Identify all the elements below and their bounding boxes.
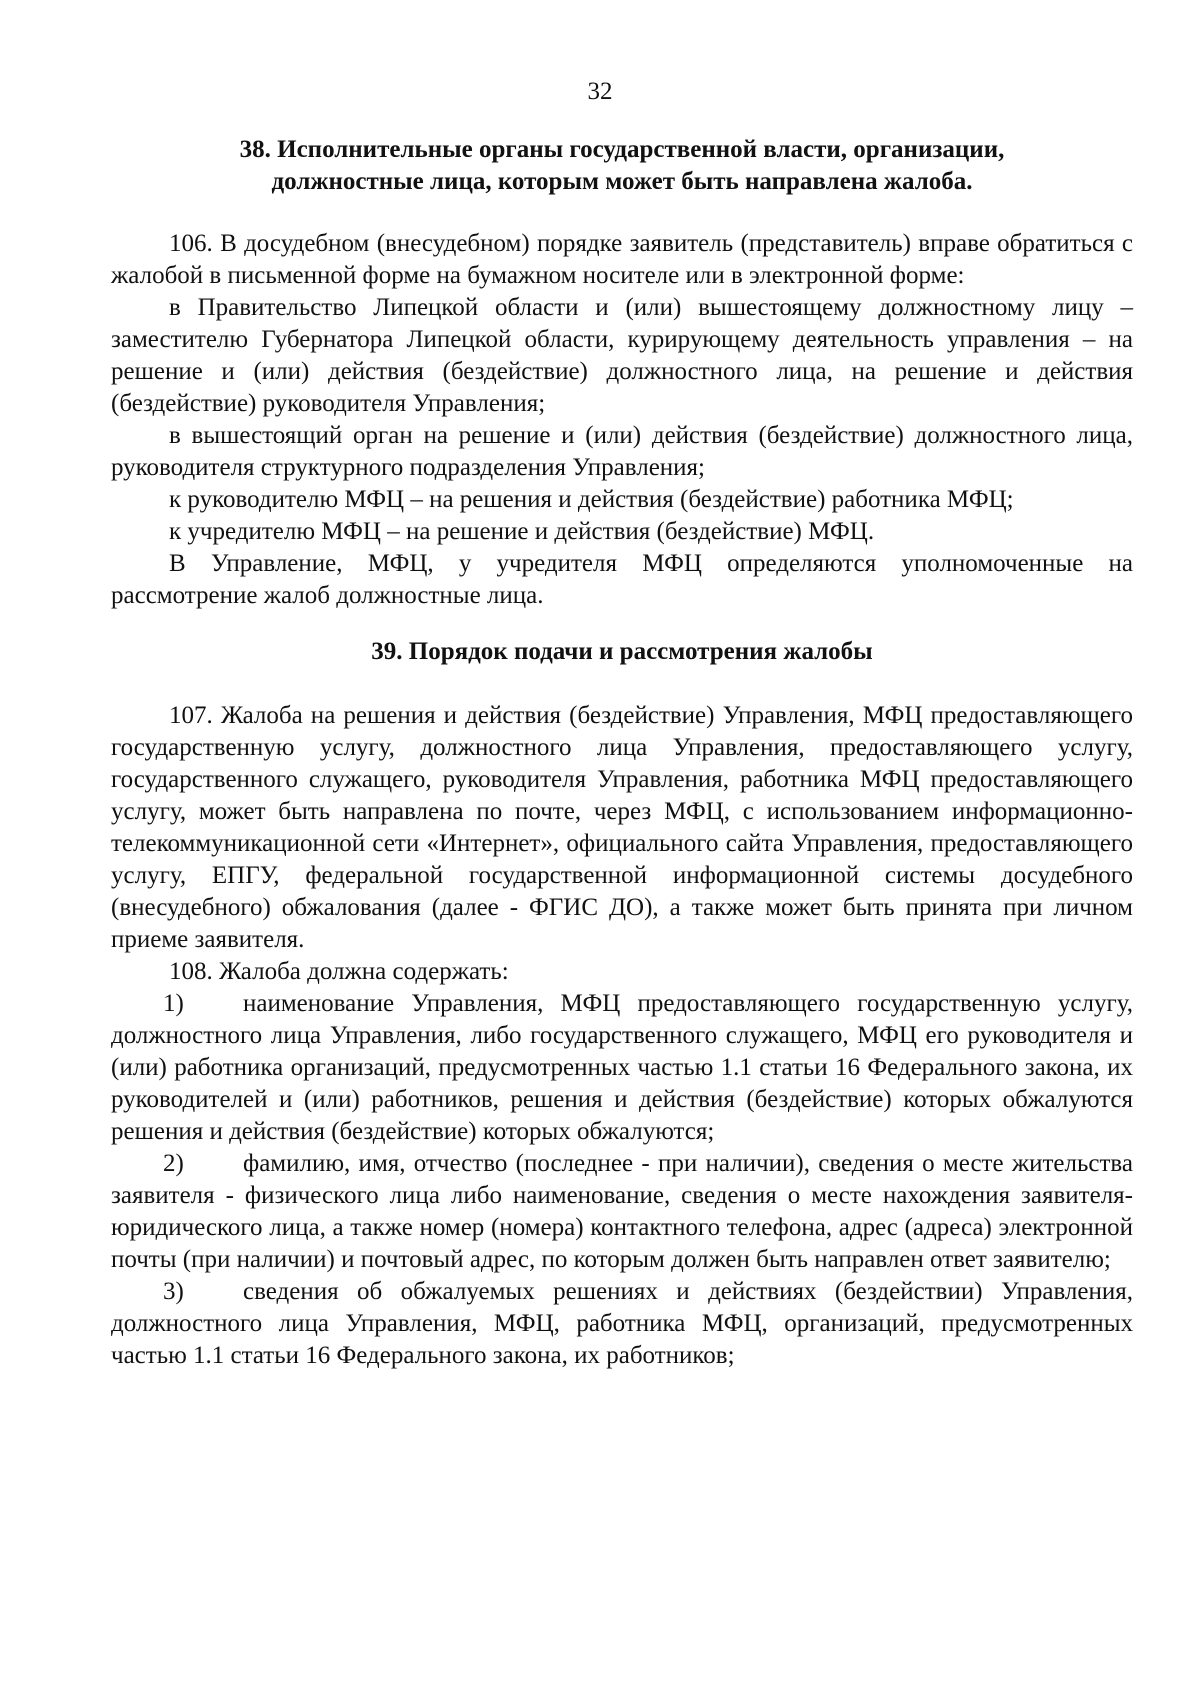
- list-item-number: 2): [163, 1150, 184, 1177]
- paragraph-higher-body: в вышестоящий орган на решение и (или) действия (бездействие) должностного лица, руководителя структурного подразделения Управления;: [111, 422, 1133, 481]
- paragraph-107: 107. Жалоба на решения и действия (бездействие) Управления, МФЦ предоставляющего государственную услугу, должностного лица Управления, предоставляющего услугу, государственного служащего, руководителя Управления, работника МФЦ предоставляющего услугу, может быть направлена по почте, через МФЦ, с использованием информационно-телекоммуникационной сети «Интернет», официального сайта Управления, предоставляющего услугу, ЕПГУ, федеральной государственной информационной системы досудебного (внесудебного) обжалования (далее - ФГИС ДО), а также может быть принята при личном приеме заявителя.: [111, 702, 1133, 953]
- list-item: [111, 1276, 1133, 1372]
- section-38-body: [111, 228, 1133, 612]
- section-heading: [111, 134, 1133, 198]
- paragraph-officials: В Управление, МФЦ, у учредителя МФЦ определяются уполномоченные на рассмотрение жалоб должностные лица.: [111, 550, 1133, 609]
- page-number: 32: [587, 78, 613, 105]
- heading-line: 38. Исполнительные органы государственной власти, организации,: [239, 136, 1005, 163]
- list-item: [111, 988, 1133, 1148]
- list-item-number: 1): [163, 990, 184, 1017]
- heading-line: должностные лица, которым может быть направлена жалоба.: [271, 168, 973, 195]
- paragraph-mfc-founder: к учредителю МФЦ – на решение и действия (бездействие) МФЦ.: [169, 518, 875, 545]
- list-item-text: сведения об обжалуемых решениях и действиях (бездействии) Управления, должностного лица Управления, МФЦ, работника МФЦ, организаций, предусмотренных частью 1.1 статьи 16 Федерального закона, их работников;: [111, 1278, 1133, 1369]
- section-38-heading: [111, 134, 1133, 198]
- section-heading: 39. Порядок подачи и рассмотрения жалобы: [371, 638, 873, 665]
- section-39-body: [111, 700, 1133, 1372]
- list-item-text: фамилию, имя, отчество (последнее - при наличии), сведения о месте жительства заявителя - физического лица либо наименование, сведения о месте нахождения заявителя-юридического лица, а также номер (номера) контактного телефона, адрес (адреса) электронной почты (при наличии) и почтовый адрес, по которым должен быть направлен ответ заявителю;: [111, 1150, 1133, 1273]
- paragraph-106: 106. В досудебном (внесудебном) порядке заявитель (представитель) вправе обратиться с жалобой в письменной форме на бумажном носителе или в электронной форме:: [111, 230, 1133, 289]
- paragraph-108: 108. Жалоба должна содержать:: [169, 958, 509, 985]
- list-item-number: 3): [163, 1278, 184, 1305]
- list-item: [111, 1148, 1133, 1276]
- paragraph-mfc-head: к руководителю МФЦ – на решения и действия (бездействие) работника МФЦ;: [169, 486, 1014, 513]
- paragraph-government: в Правительство Липецкой области и (или) вышестоящему должностному лицу – заместителю Губернатора Липецкой области, курирующему деятельность управления – на решение и (или) действия (бездействие) должностного лица, на решение и действия (бездействие) руководителя Управления;: [111, 294, 1133, 417]
- list-item-text: наименование Управления, МФЦ предоставляющего государственную услугу, должностного лица Управления, либо государственного служащего, МФЦ его руководителя и (или) работника организаций, предусмотренных частью 1.1 статьи 16 Федерального закона, их руководителей и (или) работников, решения и действия (бездействие) которых обжалуются решения и действия (бездействие) которых обжалуются;: [111, 990, 1133, 1145]
- section-39-heading: [111, 636, 1133, 668]
